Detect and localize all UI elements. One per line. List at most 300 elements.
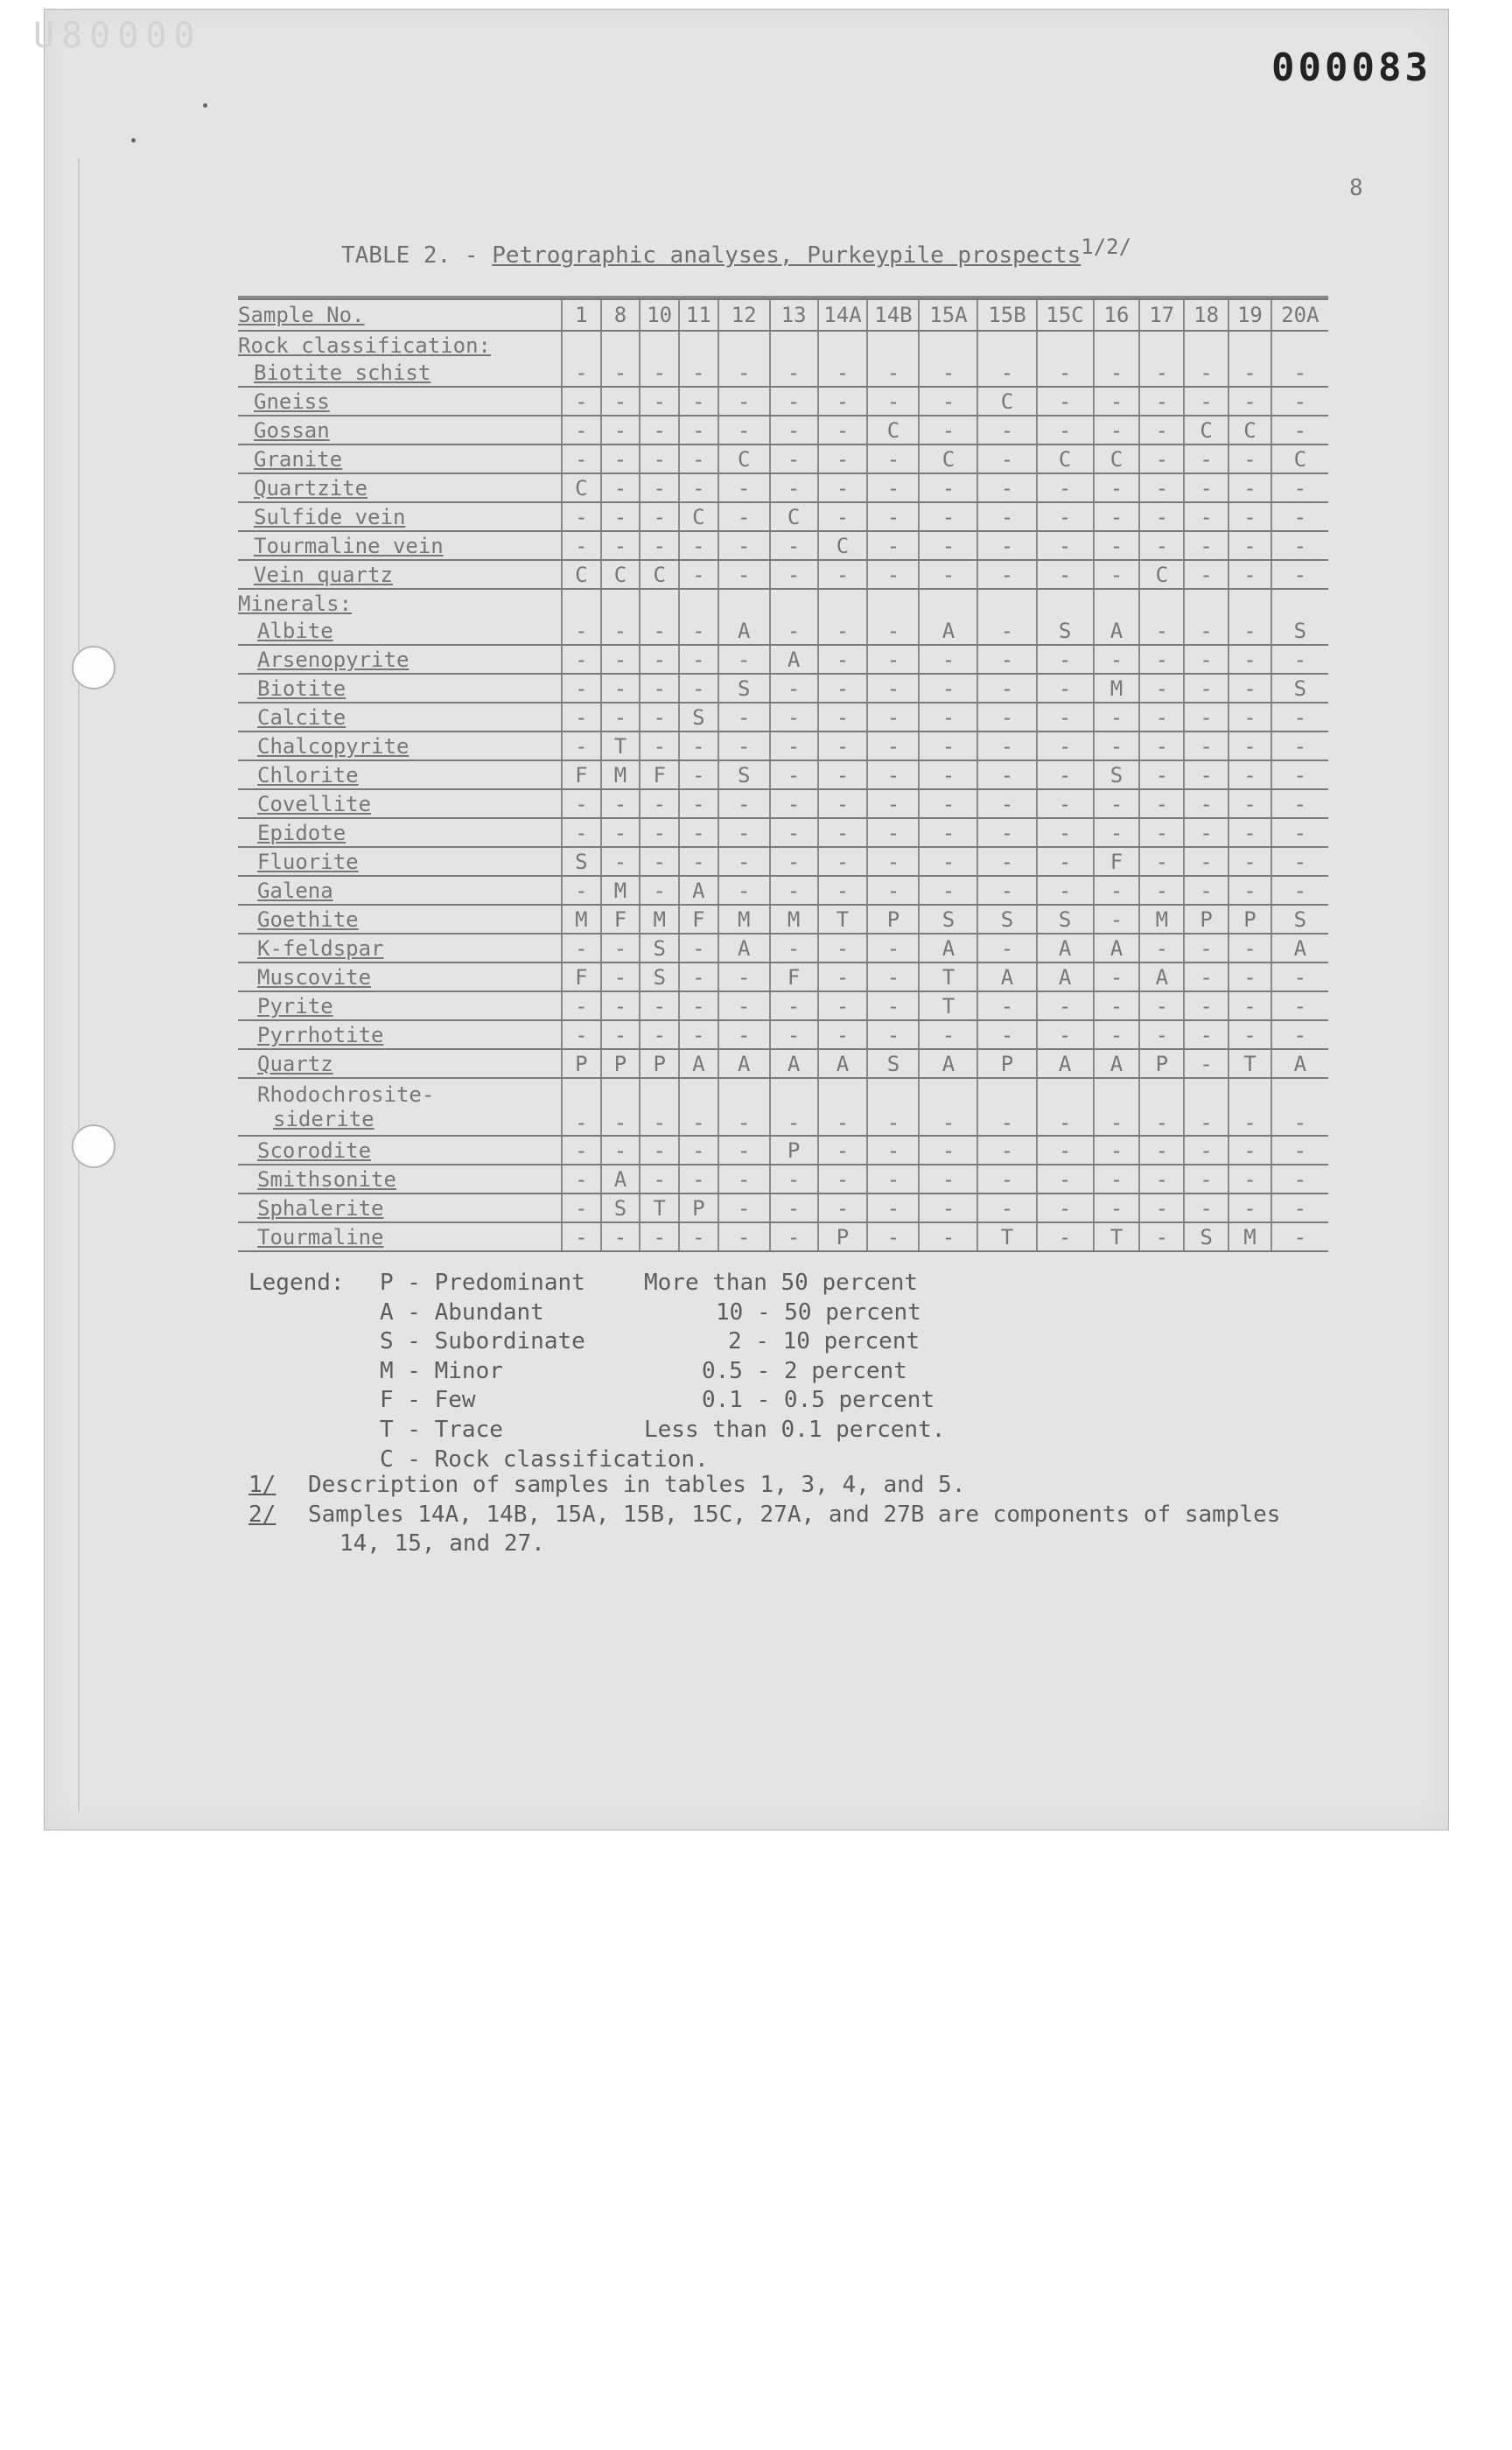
value-cell: - xyxy=(770,1078,818,1136)
footnote-mark: 1/ xyxy=(248,1472,276,1498)
row-label-line: siderite xyxy=(273,1107,374,1131)
value-cell: - xyxy=(770,847,818,876)
value-cell: - xyxy=(679,387,718,416)
value-cell: - xyxy=(1184,847,1228,876)
value-cell: - xyxy=(977,1078,1036,1136)
value-cell: - xyxy=(770,416,818,444)
value-cell: - xyxy=(818,876,868,905)
empty-cell xyxy=(679,331,718,359)
value-cell: - xyxy=(640,387,679,416)
value-cell: - xyxy=(601,847,640,876)
row-label: K-feldspar xyxy=(238,934,562,962)
value-cell: - xyxy=(601,1078,640,1136)
value-cell: T xyxy=(977,1222,1036,1251)
value-cell: A xyxy=(770,645,818,674)
value-cell: - xyxy=(919,847,977,876)
value-cell: C xyxy=(1184,416,1228,444)
value-cell: - xyxy=(601,444,640,473)
value-cell: - xyxy=(919,732,977,760)
value-cell: P xyxy=(679,1194,718,1222)
speck-mark xyxy=(131,138,136,143)
value-cell: - xyxy=(1184,732,1228,760)
value-cell: - xyxy=(1094,1020,1140,1049)
value-cell: - xyxy=(1094,560,1140,589)
value-cell: - xyxy=(1271,645,1328,674)
value-cell: - xyxy=(1271,502,1328,531)
value-cell: - xyxy=(977,1136,1036,1165)
value-cell: - xyxy=(562,991,601,1020)
value-cell: - xyxy=(867,732,919,760)
value-cell: - xyxy=(867,1078,919,1136)
value-cell: - xyxy=(1271,818,1328,847)
value-cell: S xyxy=(1271,617,1328,645)
value-cell: - xyxy=(818,645,868,674)
legend-range: 2 - 10 percent xyxy=(728,1328,920,1355)
value-cell: - xyxy=(818,703,868,732)
value-cell: - xyxy=(867,531,919,560)
legend-range: 0.1 - 0.5 percent xyxy=(702,1387,935,1414)
value-cell: - xyxy=(818,416,868,444)
value-cell: - xyxy=(601,934,640,962)
punch-hole-bottom xyxy=(72,1124,116,1168)
value-cell: S xyxy=(867,1049,919,1078)
value-cell: - xyxy=(770,387,818,416)
empty-cell xyxy=(770,589,818,617)
value-cell: - xyxy=(718,502,770,531)
value-cell: M xyxy=(1094,674,1140,703)
value-cell: M xyxy=(562,905,601,934)
empty-cell xyxy=(1228,589,1271,617)
value-cell: C xyxy=(818,531,868,560)
value-cell: - xyxy=(1271,732,1328,760)
empty-cell xyxy=(718,589,770,617)
value-cell: - xyxy=(679,1136,718,1165)
value-cell: A xyxy=(1271,1049,1328,1078)
value-cell: - xyxy=(1139,1020,1184,1049)
title-text: Petrographic analyses, Purkeypile prospects xyxy=(492,242,1082,269)
value-cell: P xyxy=(640,1049,679,1078)
row-label: Sulfide vein xyxy=(238,502,562,531)
value-cell: - xyxy=(679,645,718,674)
sample-header-cell: 17 xyxy=(1139,299,1184,331)
value-cell: - xyxy=(562,531,601,560)
value-cell: - xyxy=(1094,531,1140,560)
value-cell: - xyxy=(1184,645,1228,674)
value-cell: - xyxy=(1184,760,1228,789)
sample-header-cell: 8 xyxy=(601,299,640,331)
title-prefix: TABLE 2. - xyxy=(341,242,493,269)
value-cell: - xyxy=(718,818,770,847)
value-cell: - xyxy=(1228,876,1271,905)
value-cell: - xyxy=(718,359,770,387)
value-cell: A xyxy=(1037,962,1094,991)
value-cell: S xyxy=(1271,905,1328,934)
value-cell: - xyxy=(718,387,770,416)
value-cell: - xyxy=(1037,1020,1094,1049)
value-cell: - xyxy=(1271,1222,1328,1251)
value-cell: - xyxy=(1271,531,1328,560)
value-cell: - xyxy=(1037,1078,1094,1136)
value-cell: - xyxy=(1184,560,1228,589)
row-label: Galena xyxy=(238,876,562,905)
value-cell: - xyxy=(1139,934,1184,962)
row-label: Chlorite xyxy=(238,760,562,789)
value-cell: - xyxy=(640,444,679,473)
empty-cell xyxy=(1139,331,1184,359)
value-cell: - xyxy=(1037,847,1094,876)
empty-cell xyxy=(601,331,640,359)
value-cell: T xyxy=(640,1194,679,1222)
value-cell: - xyxy=(640,789,679,818)
value-cell: - xyxy=(718,703,770,732)
value-cell: - xyxy=(562,703,601,732)
value-cell: - xyxy=(718,732,770,760)
value-cell: - xyxy=(679,760,718,789)
value-cell: - xyxy=(1139,674,1184,703)
value-cell: - xyxy=(562,416,601,444)
value-cell: - xyxy=(977,876,1036,905)
table-row xyxy=(238,444,1328,473)
value-cell: - xyxy=(1271,416,1328,444)
value-cell: - xyxy=(867,645,919,674)
table-row xyxy=(238,1165,1328,1194)
value-cell: - xyxy=(601,387,640,416)
value-cell: - xyxy=(679,359,718,387)
row-label: Fluorite xyxy=(238,847,562,876)
table-row xyxy=(238,359,1328,387)
value-cell: - xyxy=(1139,1165,1184,1194)
value-cell: - xyxy=(562,1222,601,1251)
value-cell: - xyxy=(1094,732,1140,760)
value-cell: - xyxy=(640,359,679,387)
value-cell: - xyxy=(562,732,601,760)
value-cell: - xyxy=(919,760,977,789)
value-cell: - xyxy=(679,473,718,502)
empty-cell xyxy=(718,331,770,359)
value-cell: - xyxy=(1139,789,1184,818)
sample-header-cell: 14B xyxy=(867,299,919,331)
empty-cell xyxy=(562,331,601,359)
row-label: Biotite xyxy=(238,674,562,703)
row-label: Smithsonite xyxy=(238,1165,562,1194)
value-cell: - xyxy=(1139,444,1184,473)
value-cell: - xyxy=(818,674,868,703)
value-cell: - xyxy=(919,1078,977,1136)
value-cell: - xyxy=(1184,531,1228,560)
value-cell: - xyxy=(601,645,640,674)
value-cell: - xyxy=(679,416,718,444)
value-cell: - xyxy=(601,703,640,732)
section-heading: Rock classification: xyxy=(238,332,491,358)
value-cell: - xyxy=(601,991,640,1020)
footnote-text-cont: 14, 15, and 27. xyxy=(340,1530,545,1558)
value-cell: - xyxy=(640,732,679,760)
value-cell: F xyxy=(562,962,601,991)
value-cell: - xyxy=(562,617,601,645)
value-cell: - xyxy=(818,617,868,645)
value-cell: - xyxy=(977,502,1036,531)
value-cell: - xyxy=(1271,760,1328,789)
empty-cell xyxy=(818,589,868,617)
value-cell: - xyxy=(679,818,718,847)
empty-cell xyxy=(867,589,919,617)
value-cell: F xyxy=(562,760,601,789)
faint-stamp-number: U80000 xyxy=(33,16,202,56)
value-cell: M xyxy=(1228,1222,1271,1251)
row-label: Tourmaline xyxy=(238,1222,562,1251)
legend-code: P - Predominant xyxy=(380,1270,585,1296)
value-cell: - xyxy=(1037,473,1094,502)
value-cell: - xyxy=(640,1136,679,1165)
value-cell: - xyxy=(1094,1165,1140,1194)
value-cell: - xyxy=(562,1078,601,1136)
value-cell: - xyxy=(1139,1136,1184,1165)
value-cell: - xyxy=(919,387,977,416)
value-cell: - xyxy=(867,962,919,991)
title-footnote-refs: 1/2/ xyxy=(1081,234,1132,259)
value-cell: - xyxy=(919,1020,977,1049)
value-cell: - xyxy=(1094,991,1140,1020)
table-row xyxy=(238,1020,1328,1049)
value-cell: - xyxy=(867,359,919,387)
value-cell: - xyxy=(818,1194,868,1222)
legend-range: Less than 0.1 percent. xyxy=(644,1416,946,1443)
legend-code: S - Subordinate xyxy=(380,1328,585,1355)
value-cell: S xyxy=(679,703,718,732)
value-cell: - xyxy=(640,473,679,502)
sample-header-cell: 16 xyxy=(1094,299,1140,331)
sample-header-cell: 15C xyxy=(1037,299,1094,331)
empty-cell xyxy=(640,331,679,359)
value-cell: - xyxy=(770,444,818,473)
value-cell: - xyxy=(1139,703,1184,732)
value-cell: - xyxy=(1228,674,1271,703)
value-cell: - xyxy=(1139,387,1184,416)
value-cell: - xyxy=(1184,1194,1228,1222)
value-cell: - xyxy=(718,645,770,674)
value-cell: - xyxy=(1228,703,1271,732)
value-cell: - xyxy=(718,473,770,502)
value-cell: - xyxy=(1094,876,1140,905)
value-cell: - xyxy=(1228,1020,1271,1049)
value-cell: - xyxy=(562,674,601,703)
value-cell: P xyxy=(770,1136,818,1165)
value-cell: - xyxy=(770,732,818,760)
value-cell: - xyxy=(1271,359,1328,387)
value-cell: - xyxy=(1139,473,1184,502)
value-cell: - xyxy=(1037,416,1094,444)
value-cell: - xyxy=(1094,703,1140,732)
value-cell: - xyxy=(640,847,679,876)
value-cell: - xyxy=(1184,934,1228,962)
value-cell: - xyxy=(1271,876,1328,905)
value-cell: A xyxy=(1094,1049,1140,1078)
legend-code: M - Minor xyxy=(380,1357,503,1384)
sample-header-cell: 15B xyxy=(977,299,1036,331)
value-cell: - xyxy=(601,818,640,847)
sample-header-cell: 20A xyxy=(1271,299,1328,331)
table-title xyxy=(341,234,1131,269)
value-cell: - xyxy=(640,703,679,732)
value-cell: S xyxy=(977,905,1036,934)
table-row xyxy=(238,1049,1328,1078)
value-cell: - xyxy=(1271,473,1328,502)
value-cell: - xyxy=(1037,760,1094,789)
value-cell: - xyxy=(977,789,1036,818)
value-cell: - xyxy=(818,760,868,789)
empty-cell xyxy=(1271,589,1328,617)
value-cell: T xyxy=(601,732,640,760)
table-row xyxy=(238,818,1328,847)
value-cell: - xyxy=(1228,645,1271,674)
value-cell: C xyxy=(1139,560,1184,589)
empty-cell xyxy=(1094,331,1140,359)
value-cell: - xyxy=(818,560,868,589)
value-cell: - xyxy=(977,359,1036,387)
value-cell: - xyxy=(1094,416,1140,444)
table-row xyxy=(238,1222,1328,1251)
value-cell: - xyxy=(601,502,640,531)
value-cell: - xyxy=(1228,934,1271,962)
value-cell: - xyxy=(770,1194,818,1222)
value-cell: - xyxy=(919,818,977,847)
value-cell: - xyxy=(562,359,601,387)
value-cell: P xyxy=(867,905,919,934)
value-cell: - xyxy=(562,387,601,416)
value-cell: - xyxy=(640,991,679,1020)
value-cell: - xyxy=(1094,359,1140,387)
empty-cell xyxy=(562,589,601,617)
table-row xyxy=(238,645,1328,674)
value-cell: A xyxy=(1271,934,1328,962)
value-cell: - xyxy=(640,1165,679,1194)
value-cell: F xyxy=(601,905,640,934)
value-cell: - xyxy=(562,1194,601,1222)
value-cell: - xyxy=(562,789,601,818)
value-cell: C xyxy=(1228,416,1271,444)
value-cell: - xyxy=(679,560,718,589)
value-cell: - xyxy=(1139,502,1184,531)
value-cell: - xyxy=(919,359,977,387)
row-label: Quartzite xyxy=(238,473,562,502)
value-cell: - xyxy=(718,1078,770,1136)
value-cell: - xyxy=(977,473,1036,502)
value-cell: A xyxy=(679,1049,718,1078)
table-row xyxy=(238,416,1328,444)
empty-cell xyxy=(1139,589,1184,617)
value-cell: - xyxy=(867,502,919,531)
value-cell: - xyxy=(1037,502,1094,531)
value-cell: P xyxy=(1184,905,1228,934)
value-cell: - xyxy=(679,789,718,818)
table-row xyxy=(238,674,1328,703)
value-cell: - xyxy=(919,789,977,818)
row-label: Pyrite xyxy=(238,991,562,1020)
table-row xyxy=(238,502,1328,531)
value-cell: F xyxy=(679,905,718,934)
value-cell: - xyxy=(977,1165,1036,1194)
value-cell: - xyxy=(601,416,640,444)
value-cell: S xyxy=(1094,760,1140,789)
value-cell: - xyxy=(1271,847,1328,876)
table-row xyxy=(238,991,1328,1020)
value-cell: - xyxy=(562,818,601,847)
value-cell: - xyxy=(640,416,679,444)
value-cell: - xyxy=(1228,847,1271,876)
value-cell: - xyxy=(1228,1165,1271,1194)
value-cell: - xyxy=(718,789,770,818)
value-cell: M xyxy=(770,905,818,934)
section-heading-row xyxy=(238,331,1328,359)
sample-header-cell: 14A xyxy=(818,299,868,331)
value-cell: - xyxy=(977,531,1036,560)
value-cell: S xyxy=(1037,905,1094,934)
value-cell: - xyxy=(818,991,868,1020)
table-row xyxy=(238,934,1328,962)
value-cell: - xyxy=(977,760,1036,789)
sample-header-cell: 11 xyxy=(679,299,718,331)
value-cell: - xyxy=(679,444,718,473)
value-cell: - xyxy=(562,444,601,473)
row-label: Albite xyxy=(238,617,562,645)
value-cell: - xyxy=(718,531,770,560)
value-cell: - xyxy=(1228,560,1271,589)
value-cell: - xyxy=(818,732,868,760)
value-cell: - xyxy=(1139,1222,1184,1251)
value-cell: - xyxy=(919,473,977,502)
value-cell: - xyxy=(562,502,601,531)
value-cell: - xyxy=(1094,387,1140,416)
value-cell: - xyxy=(977,617,1036,645)
value-cell: - xyxy=(919,703,977,732)
value-cell: - xyxy=(1094,818,1140,847)
row-label: Granite xyxy=(238,444,562,473)
legend-range: 10 - 50 percent xyxy=(716,1298,921,1326)
table-row xyxy=(238,560,1328,589)
value-cell: - xyxy=(770,991,818,1020)
value-cell: - xyxy=(867,473,919,502)
value-cell: - xyxy=(562,934,601,962)
value-cell: - xyxy=(1139,991,1184,1020)
value-cell: - xyxy=(562,645,601,674)
value-cell: - xyxy=(718,1222,770,1251)
value-cell: - xyxy=(1271,1136,1328,1165)
row-label: Muscovite xyxy=(238,962,562,991)
value-cell: - xyxy=(977,703,1036,732)
value-cell: A xyxy=(1094,617,1140,645)
value-cell: - xyxy=(770,1165,818,1194)
table-row xyxy=(238,962,1328,991)
value-cell: - xyxy=(640,502,679,531)
value-cell: - xyxy=(1228,1136,1271,1165)
value-cell: - xyxy=(867,991,919,1020)
value-cell: - xyxy=(818,962,868,991)
value-cell: C xyxy=(1271,444,1328,473)
value-cell: - xyxy=(1094,1194,1140,1222)
value-cell: - xyxy=(977,818,1036,847)
value-cell: - xyxy=(919,1194,977,1222)
value-cell: C xyxy=(1037,444,1094,473)
value-cell: C xyxy=(770,502,818,531)
value-cell: - xyxy=(1228,732,1271,760)
value-cell: - xyxy=(679,962,718,991)
value-cell: - xyxy=(601,674,640,703)
value-cell: A xyxy=(770,1049,818,1078)
empty-cell xyxy=(601,589,640,617)
value-cell: - xyxy=(867,617,919,645)
value-cell: - xyxy=(770,934,818,962)
value-cell: S xyxy=(1037,617,1094,645)
